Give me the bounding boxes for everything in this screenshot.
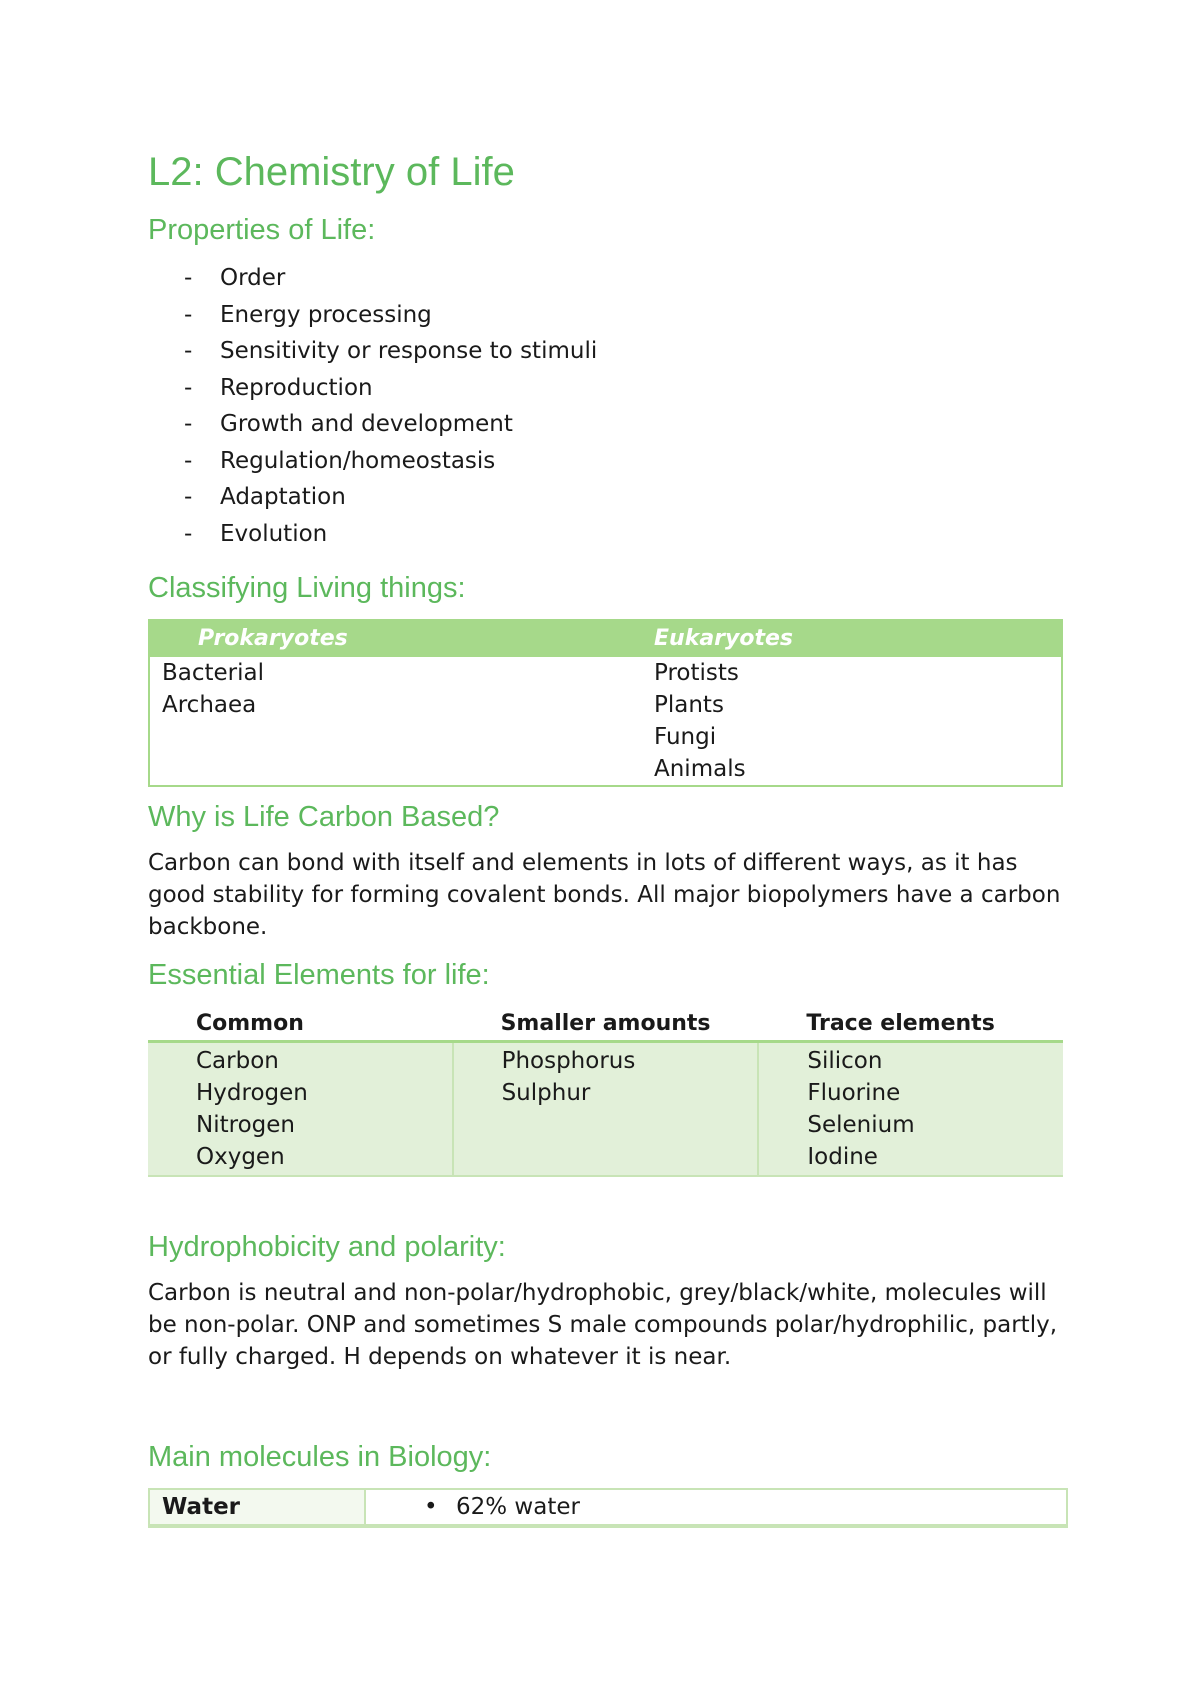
table-cell-text: Protists [654,659,739,686]
common-cell [148,1042,453,1177]
common-header: Common [148,1005,453,1042]
list-item: - Reproduction [184,370,1063,407]
table-header-row [149,620,1062,657]
list-item: - Regulation/homeostasis [184,443,1063,480]
classification-table [148,619,1063,787]
table-cell-text: Sulphur [501,1080,591,1106]
eukaryotes-header: Eukaryotes [654,620,1062,657]
table-cell-text: Silicon [807,1048,883,1074]
trace-cell [758,1042,1063,1177]
elements-heading: Essential Elements for life: [148,958,490,991]
table-header-row [148,1005,1063,1042]
properties-list [148,260,1063,552]
table-row [148,1042,1063,1177]
table-cell-text: Hydrogen [196,1080,308,1106]
molecule-detail-cell [365,1489,1067,1526]
classifying-heading: Classifying Living things: [148,572,466,605]
hydro-paragraph: Carbon is neutral and non-polar/hydrophobic, grey/black/white, molecules will be non-polar. ONP and sometimes S male compounds polar/hydrophilic, partly, or fully charged. H depends on whatever it is near. [148,1280,1058,1371]
table-cell-text: Nitrogen [196,1112,295,1138]
table-cell-text: Carbon [196,1048,279,1074]
table-cell-text: Fluorine [807,1080,901,1106]
list-item: - Order [184,260,1063,297]
molecule-detail: 62% water [456,1493,580,1520]
list-item: - Energy processing [184,297,1063,334]
carbon-heading: Why is Life Carbon Based? [148,800,500,833]
properties-heading: Properties of Life: [148,214,376,246]
table-cell-text: Archaea [162,691,257,718]
list-item: - Evolution [184,516,1063,553]
table-cell-text: Plants [654,691,724,718]
list-item: - Growth and development [184,406,1063,443]
molecules-table [148,1488,1068,1528]
molecule-name: Water [149,1489,365,1526]
table-row [149,657,1062,786]
elements-table [148,1005,1063,1177]
bullet-icon: • [424,1493,438,1520]
table-cell-text: Animals [654,755,746,782]
document-page [148,148,1063,1528]
page-title: L2: Chemistry of Life [148,150,515,194]
prokaryotes-header: Prokaryotes [149,620,654,657]
table-cell-text: Oxygen [196,1144,285,1170]
spacer [148,1387,1063,1439]
table-cell-text: Bacterial [162,659,265,686]
table-cell-text: Fungi [654,723,717,750]
smaller-header: Smaller amounts [453,1005,759,1042]
carbon-paragraph: Carbon can bond with itself and elements in lots of different ways, as it has good stability for forming covalent bonds. All major biopolymers have a carbon backbone. [148,849,1061,940]
table-cell-text: Iodine [807,1144,878,1170]
table-cell-text: Phosphorus [501,1048,636,1074]
table-row [149,1489,1067,1526]
smaller-cell [453,1042,759,1177]
list-item: - Sensitivity or response to stimuli [184,333,1063,370]
eukaryotes-cell [654,657,1062,786]
hydro-heading: Hydrophobicity and polarity: [148,1231,506,1263]
list-item: - Adaptation [184,479,1063,516]
table-cell-text: Selenium [807,1112,915,1138]
molecules-heading: Main molecules in Biology: [148,1441,492,1474]
trace-header: Trace elements [758,1005,1063,1042]
prokaryotes-cell [149,657,654,786]
